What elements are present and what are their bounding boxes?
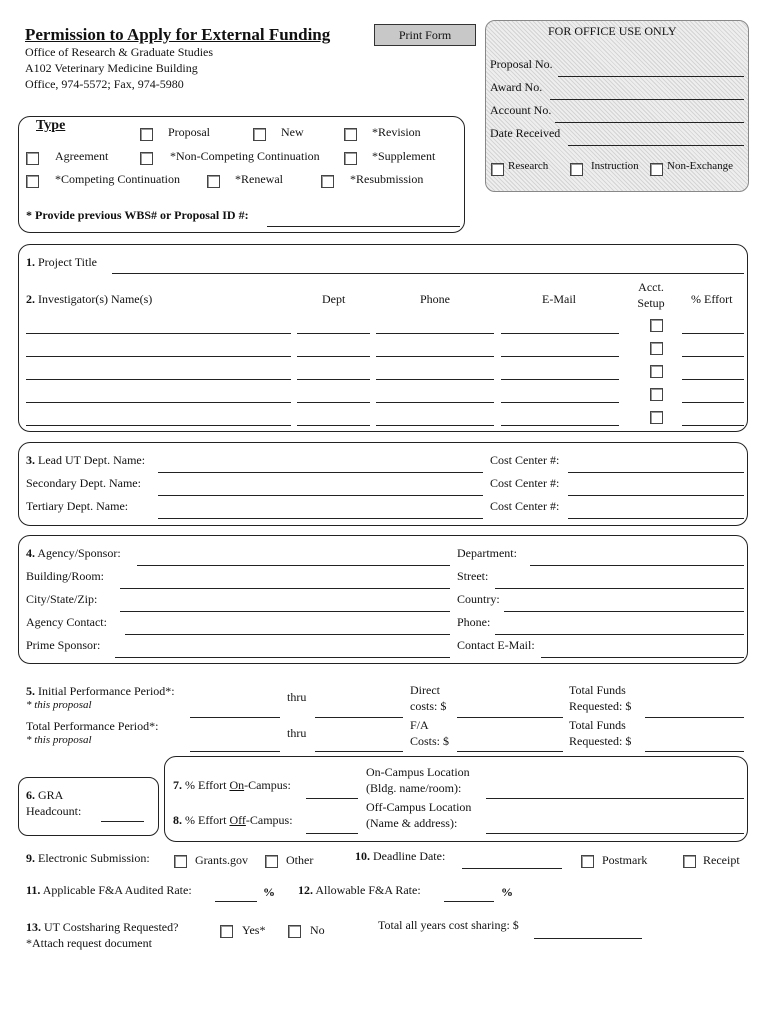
on-campus-location-field[interactable] [486,798,744,799]
off-campus-location-field[interactable] [486,833,744,834]
acct-setup-checkbox[interactable] [650,342,663,355]
headcount-label: Headcount: [26,804,82,818]
total-cost-sharing-field[interactable] [534,938,642,939]
audited-rate-percent: % [263,885,275,899]
sponsor-section [18,535,748,664]
total-period-label: Total Performance Period*: [26,719,159,733]
allowable-rate-percent: % [501,885,513,899]
section-3-number: 3. [26,453,35,467]
investigator-email-field[interactable] [501,333,619,334]
fa-costs-label-line1: F/A [410,718,429,732]
city-state-zip-field[interactable] [120,611,450,612]
secondary-cost-center-label: Cost Center #: [490,476,560,490]
initial-period-start-field[interactable] [190,717,280,718]
investigator-effort-field[interactable] [682,425,744,426]
costsharing-no-label: No [310,923,325,937]
investigator-effort-field[interactable] [682,356,744,357]
department-field[interactable] [530,565,744,566]
tertiary-dept-field[interactable] [158,518,483,519]
acct-setup-checkbox[interactable] [650,411,663,424]
total-this-proposal-note: * this proposal [26,734,92,746]
competing-label: *Competing Continuation [55,172,180,186]
new-label: New [281,125,304,139]
tertiary-dept-label: Tertiary Dept. Name: [26,499,129,513]
direct-costs-field[interactable] [457,717,563,718]
type-heading: Type [36,118,66,133]
agreement-label: Agreement [55,149,109,163]
renewal-label: *Renewal [235,172,283,186]
allowable-rate-label: Allowable F&A Rate: [315,883,421,897]
postmark-label: Postmark [602,853,648,867]
grants-gov-checkbox[interactable] [174,855,187,868]
secondary-dept-field[interactable] [158,495,483,496]
effort-column-header: % Effort [691,292,733,306]
setup-column-header: Setup [637,296,665,310]
investigator-dept-field[interactable] [297,333,370,334]
section-5-number: 5. [26,684,35,698]
audited-rate-field[interactable] [215,901,257,902]
off-campus-effort-label-b: Off [229,813,246,827]
account-no-label: Account No. [490,103,552,117]
form-title: Permission to Apply for External Funding [25,25,331,44]
agency-sponsor-field[interactable] [137,565,450,566]
section-7-number: 7. [173,778,182,792]
investigator-phone-field[interactable] [376,333,494,334]
office-address-line2: A102 Veterinary Medicine Building [25,61,198,75]
section-10-number: 10. [355,849,370,863]
total-period-start-field[interactable] [190,751,280,752]
tertiary-cost-center-label: Cost Center #: [490,499,560,513]
investigator-phone-field[interactable] [376,402,494,403]
office-address-line3: Office, 974-5572; Fax, 974-5980 [25,77,184,91]
contact-email-label: Contact E-Mail: [457,638,535,652]
instruction-checkbox[interactable] [570,163,583,176]
other-submission-label: Other [286,853,314,867]
deadline-date-field[interactable] [462,868,562,869]
lead-cost-center-label: Cost Center #: [490,453,560,467]
section-11-number: 11. [26,883,41,897]
dept-column-header: Dept [322,292,346,306]
building-room-label: Building/Room: [26,569,105,583]
off-campus-effort-field[interactable] [306,833,358,834]
investigator-email-field[interactable] [501,402,619,403]
office-use-heading: FOR OFFICE USE ONLY [548,24,677,38]
department-label: Department: [457,546,517,560]
award-no-field[interactable] [550,99,744,100]
other-submission-checkbox[interactable] [265,855,278,868]
supplement-checkbox[interactable] [344,152,357,165]
investigator-dept-field[interactable] [297,356,370,357]
research-label: Research [508,160,549,172]
supplement-label: *Supplement [372,149,436,163]
non-competing-checkbox[interactable] [140,152,153,165]
direct-costs-label-line1: Direct [410,683,440,697]
electronic-submission-label: Electronic Submission: [38,851,150,865]
non-exchange-checkbox[interactable] [650,163,663,176]
total-funds-label-line2: Requested: $ [569,699,632,713]
total-funds-direct-field[interactable] [645,717,744,718]
investigators-label: Investigator(s) Name(s) [38,292,153,306]
investigator-name-field[interactable] [26,356,291,357]
instruction-label: Instruction [591,160,639,172]
investigator-dept-field[interactable] [297,425,370,426]
section-12-number: 12. [298,883,313,897]
investigator-effort-field[interactable] [682,333,744,334]
attach-request-note: *Attach request document [26,936,152,950]
on-campus-effort-label-b: On [229,778,245,792]
investigator-email-field[interactable] [501,425,619,426]
investigator-dept-field[interactable] [297,402,370,403]
agency-contact-label: Agency Contact: [26,615,107,629]
on-campus-effort-label-a: % Effort [185,778,230,792]
lead-cost-center-field[interactable] [568,472,744,473]
investigator-effort-field[interactable] [682,402,744,403]
investigator-effort-field[interactable] [682,379,744,380]
tertiary-cost-center-field[interactable] [568,518,744,519]
off-campus-location-label-line2: (Name & address): [366,816,458,830]
revision-label: *Revision [372,125,421,139]
email-column-header: E-Mail [542,292,576,306]
acct-setup-checkbox[interactable] [650,365,663,378]
costsharing-yes-label: Yes* [242,923,266,937]
city-state-zip-label: City/State/Zip: [26,592,98,606]
street-field[interactable] [495,588,744,589]
direct-costs-label-line2: costs: $ [410,699,447,713]
non-competing-label: *Non-Competing Continuation [170,149,320,163]
renewal-checkbox[interactable] [207,175,220,188]
phone-column-header: Phone [420,292,450,306]
total-funds-label-line1: Total Funds [569,683,626,697]
acct-setup-checkbox[interactable] [650,319,663,332]
lead-dept-field[interactable] [158,472,483,473]
investigator-email-field[interactable] [501,356,619,357]
total-funds-fa-label-line1: Total Funds [569,718,626,732]
initial-this-proposal-note: * this proposal [26,699,92,711]
proposal-no-field[interactable] [558,76,744,77]
investigator-phone-field[interactable] [376,425,494,426]
phone-field[interactable] [495,634,744,635]
contact-email-field[interactable] [541,657,744,658]
resubmission-label: *Resubmission [350,172,424,186]
date-received-label: Date Received [490,126,561,140]
street-label: Street: [457,569,489,583]
investigator-name-field[interactable] [26,333,291,334]
investigator-name-field[interactable] [26,402,291,403]
postmark-checkbox[interactable] [581,855,594,868]
lead-dept-label: Lead UT Dept. Name: [38,453,146,467]
on-campus-effort-field[interactable] [306,798,358,799]
section-4-number: 4. [26,546,35,560]
section-13-number: 13. [26,920,41,934]
section-9-number: 9. [26,851,35,865]
investigator-email-field[interactable] [501,379,619,380]
secondary-cost-center-field[interactable] [568,495,744,496]
headcount-field[interactable] [101,821,144,822]
gra-label: GRA [38,788,64,802]
total-period-end-field[interactable] [315,751,403,752]
award-no-label: Award No. [490,80,543,94]
section-8-number: 8. [173,813,182,827]
agency-sponsor-label: Agency/Sponsor: [37,546,121,560]
off-campus-location-label-line1: Off-Campus Location [366,800,472,814]
prime-sponsor-field[interactable] [115,657,450,658]
print-form-button[interactable]: Print Form [374,24,476,46]
date-received-field[interactable] [568,145,744,146]
total-thru-label: thru [287,726,307,740]
prime-sponsor-label: Prime Sponsor: [26,638,101,652]
on-campus-effort-label-c: -Campus: [244,778,291,792]
agency-contact-field[interactable] [125,634,450,635]
acct-setup-checkbox[interactable] [650,388,663,401]
investigator-name-field[interactable] [26,425,291,426]
fa-costs-field[interactable] [457,751,563,752]
section-2-number: 2. [26,292,35,306]
proposal-no-label: Proposal No. [490,57,553,71]
project-title-field[interactable] [112,273,744,274]
account-no-field[interactable] [555,122,744,123]
total-cost-sharing-label: Total all years cost sharing: $ [378,918,519,932]
section-1-number: 1. [26,255,35,269]
country-field[interactable] [504,611,744,612]
audited-rate-label: Applicable F&A Audited Rate: [42,883,192,897]
research-checkbox[interactable] [491,163,504,176]
total-funds-fa-field[interactable] [645,751,744,752]
resubmission-checkbox[interactable] [321,175,334,188]
secondary-dept-label: Secondary Dept. Name: [26,476,141,490]
investigator-phone-field[interactable] [376,379,494,380]
section-6-number: 6. [26,788,35,802]
proposal-label: Proposal [168,125,210,139]
receipt-label: Receipt [703,853,740,867]
initial-thru-label: thru [287,690,307,704]
off-campus-effort-label-c: -Campus: [245,813,293,827]
costsharing-label: UT Costsharing Requested? [44,920,179,934]
investigator-phone-field[interactable] [376,356,494,357]
on-campus-location-label-line2: (Bldg. name/room): [366,781,462,795]
office-address-line1: Office of Research & Graduate Studies [25,45,214,59]
investigator-dept-field[interactable] [297,379,370,380]
fa-costs-label-line2: Costs: $ [410,734,450,748]
initial-period-label: Initial Performance Period*: [38,684,175,698]
investigator-name-field[interactable] [26,379,291,380]
on-campus-location-label-line1: On-Campus Location [366,765,470,779]
total-funds-fa-label-line2: Requested: $ [569,734,632,748]
new-checkbox[interactable] [253,128,266,141]
initial-period-end-field[interactable] [315,717,403,718]
phone-label: Phone: [457,615,491,629]
grants-gov-label: Grants.gov [195,853,248,867]
costsharing-no-checkbox[interactable] [288,925,301,938]
allowable-rate-field[interactable] [444,901,494,902]
country-label: Country: [457,592,500,606]
costsharing-yes-checkbox[interactable] [220,925,233,938]
competing-checkbox[interactable] [26,175,39,188]
non-exchange-label: Non-Exchange [667,160,733,172]
off-campus-effort-label-a: % Effort [185,813,230,827]
proposal-checkbox[interactable] [140,128,153,141]
deadline-date-label: Deadline Date: [373,849,446,863]
agreement-checkbox[interactable] [26,152,39,165]
revision-checkbox[interactable] [344,128,357,141]
acct-column-header: Acct. [638,280,664,294]
previous-wbs-label: * Provide previous WBS# or Proposal ID #: [26,208,249,222]
receipt-checkbox[interactable] [683,855,696,868]
project-title-label: Project Title [38,255,98,269]
previous-wbs-field[interactable] [267,226,460,227]
building-room-field[interactable] [120,588,450,589]
